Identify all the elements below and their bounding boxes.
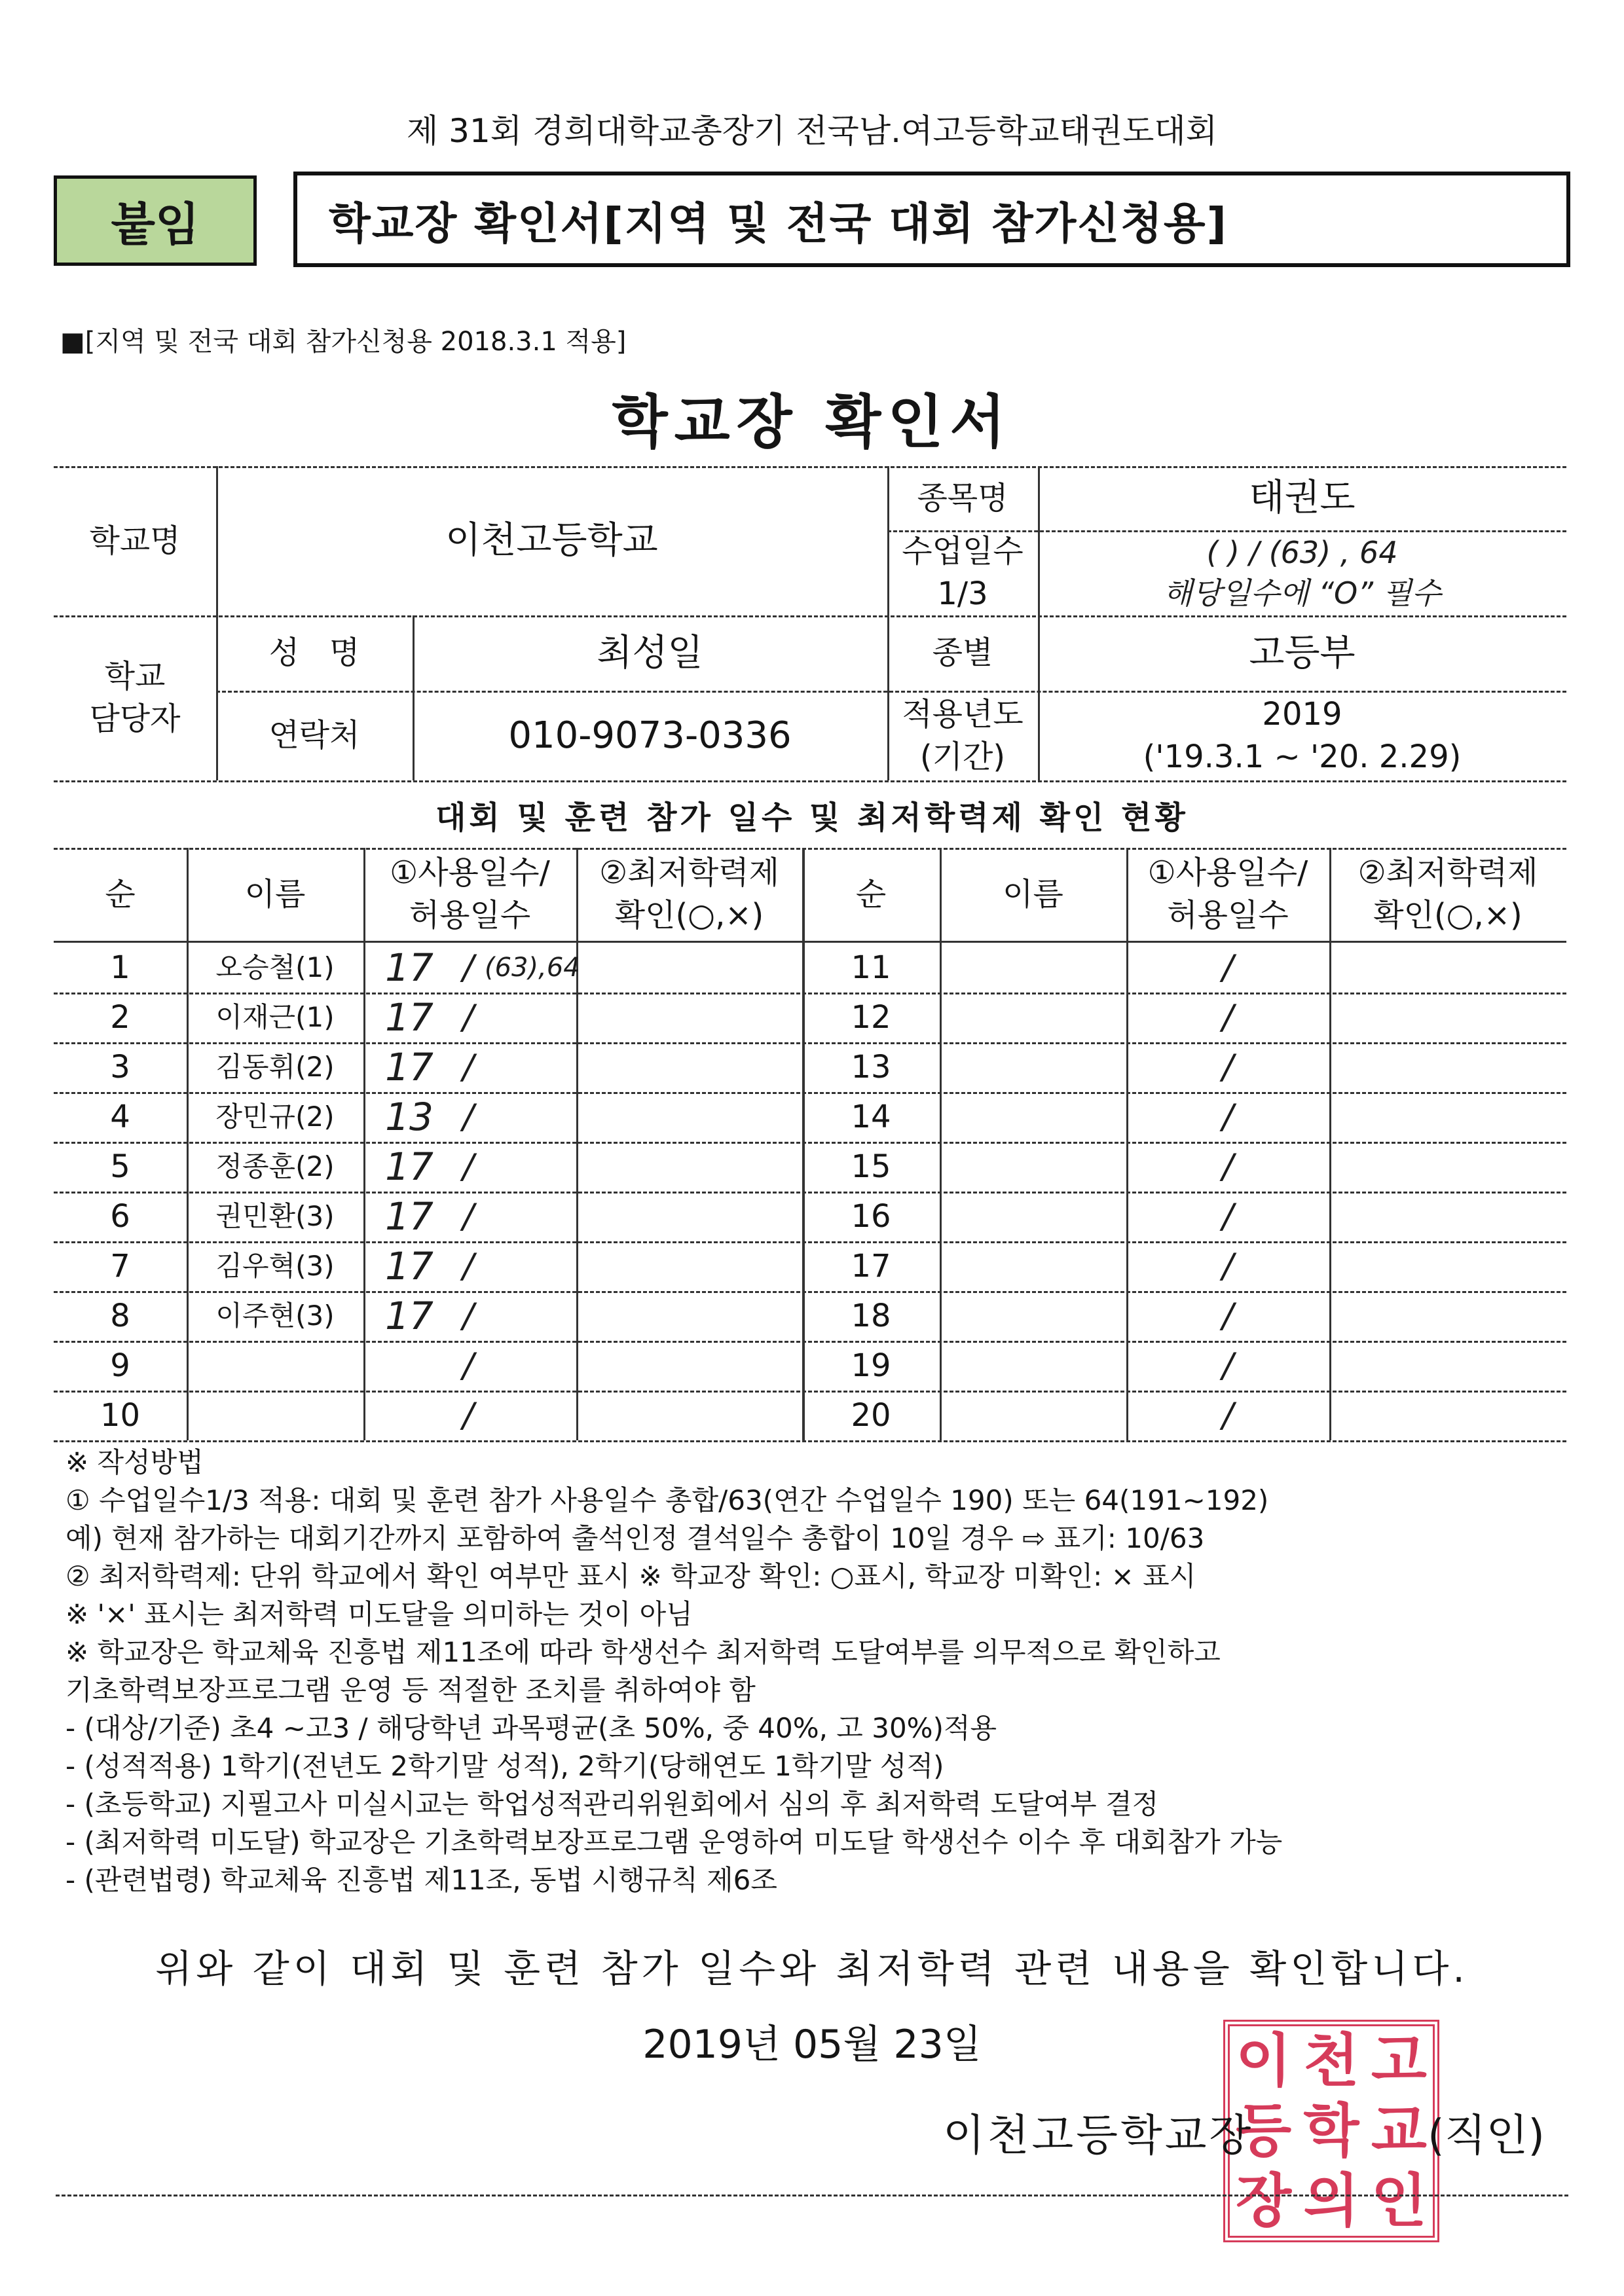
row-number: 7 xyxy=(110,1247,130,1285)
row-number: 8 xyxy=(110,1297,130,1334)
event-title: 제 31회 경희대학교총장기 전국남.여고등학교태권도대회 xyxy=(406,112,1218,150)
document-title: 학교장 확인서[지역 및 전국 대회 참가신청용] xyxy=(293,172,1570,267)
year-value xyxy=(1038,691,1566,780)
used-days: 17 xyxy=(385,1293,434,1338)
academic-check xyxy=(576,1241,802,1291)
confirmation-text: 위와 같이 대회 및 훈련 참가 일수와 최저학력 관련 내용을 확인합니다. xyxy=(155,1946,1469,1991)
used-days xyxy=(373,1391,445,1440)
days-slash: / xyxy=(1222,1345,1234,1385)
row-number: 17 xyxy=(851,1247,891,1285)
name-label: 성 명 xyxy=(268,634,360,672)
used-days: 17 xyxy=(385,994,434,1040)
row-number: 20 xyxy=(851,1396,891,1434)
days-label-line1: 수업일수 xyxy=(902,533,1024,570)
days-slash: / xyxy=(1222,1097,1234,1137)
student-name: 김우혁(3) xyxy=(215,1249,335,1282)
days-slash: / xyxy=(462,1196,474,1236)
days-slash: / xyxy=(462,1345,474,1385)
header-academic-line1: ②최저학력제 xyxy=(599,854,779,892)
days-slash: / xyxy=(462,1246,474,1286)
note-line: ※ 학교장은 학교체육 진흥법 제11조에 따라 학생선수 최저학력 도달여부를 의무적으로 확인하고 xyxy=(65,1636,1221,1668)
manager-label xyxy=(54,615,216,780)
used-days: 17 xyxy=(385,1243,434,1288)
days-slash: / xyxy=(462,1097,474,1137)
year-label-line2: (기간) xyxy=(919,738,1006,775)
days-label xyxy=(887,530,1038,615)
allowed-days xyxy=(485,1092,576,1142)
days-slash: / xyxy=(1222,1246,1234,1286)
row-number: 10 xyxy=(100,1396,141,1434)
student-name: 정종훈(2) xyxy=(215,1150,335,1182)
academic-check xyxy=(576,1142,802,1192)
header-days xyxy=(1126,848,1329,941)
row-number: 14 xyxy=(851,1098,891,1135)
seal-char: 이 xyxy=(1236,2027,1292,2095)
seal-char: 인 xyxy=(1371,2166,1427,2234)
manager-label-line2: 담당자 xyxy=(89,701,181,737)
row-number: 11 xyxy=(851,949,891,986)
seal-char: 고 xyxy=(1371,2027,1427,2095)
row-number: 18 xyxy=(851,1297,891,1334)
student-name: 오승철(1) xyxy=(215,951,335,983)
days-label-line2: 1/3 xyxy=(937,575,988,612)
header-days-line1: ①사용일수/ xyxy=(1147,854,1308,892)
row-number: 13 xyxy=(851,1048,891,1085)
header-days-line2: 허용일수 xyxy=(1167,897,1289,934)
student-name: 이주현(3) xyxy=(215,1299,335,1332)
seal-char: 교 xyxy=(1371,2096,1427,2164)
official-seal xyxy=(1223,2020,1439,2242)
note-line: 예) 현재 참가하는 대회기간까지 포함하여 출석인정 결석일수 총합이 10일 경우 ⇨ 표기: 10/63 xyxy=(65,1522,1205,1554)
used-days: 17 xyxy=(385,1044,434,1089)
note-line: - (관련법령) 학교체육 진흥법 제11조, 동법 시행규칙 제6조 xyxy=(65,1864,777,1896)
header-academic-line1: ②최저학력제 xyxy=(1357,854,1538,892)
note-line: ※ 작성방법 xyxy=(65,1446,204,1478)
days-slash: / xyxy=(462,997,474,1037)
academic-check xyxy=(576,1092,802,1142)
header-name: 이름 xyxy=(1003,875,1063,913)
row-number: 2 xyxy=(110,998,130,1036)
used-days: 13 xyxy=(385,1094,434,1139)
days-slash: / xyxy=(462,1296,474,1336)
academic-check xyxy=(576,1192,802,1241)
days-value-text: ( ) / (63) , 64 xyxy=(1206,534,1398,570)
table-rule xyxy=(54,1440,1566,1442)
form-note: ■[지역 및 전국 대회 참가신청용 2018.3.1 적용] xyxy=(60,327,627,357)
info-rule xyxy=(54,780,1566,782)
student-name xyxy=(187,1341,363,1391)
student-name xyxy=(187,1391,363,1440)
contact-label: 연락처 xyxy=(268,717,360,754)
student-name: 김동휘(2) xyxy=(215,1050,335,1083)
contact-value: 010-9073-0336 xyxy=(508,714,792,757)
student-name: 이재근(1) xyxy=(215,1000,335,1033)
seal-char: 의 xyxy=(1303,2166,1359,2234)
allowed-days: (63),64 xyxy=(485,953,580,983)
header-academic xyxy=(1329,848,1566,941)
bottom-rule xyxy=(56,2195,1568,2196)
sport-value: 태권도 xyxy=(1249,477,1356,520)
header-academic-line2: 확인(○,×) xyxy=(1373,897,1522,934)
header-no: 순 xyxy=(105,875,136,913)
academic-check xyxy=(576,1291,802,1341)
days-slash: / xyxy=(1222,1296,1234,1336)
row-number: 3 xyxy=(110,1048,130,1085)
days-slash: / xyxy=(1222,997,1234,1037)
note-line: ① 수업일수1/3 적용: 대회 및 훈련 참가 사용일수 총합/63(연간 수업일수 190) 또는 64(191~192) xyxy=(65,1484,1269,1516)
allowed-days xyxy=(485,1042,576,1092)
row-number: 19 xyxy=(851,1347,891,1384)
academic-check xyxy=(576,1341,802,1391)
header-days xyxy=(363,848,576,941)
row-number: 15 xyxy=(851,1148,891,1185)
seal-note: (직인) xyxy=(1428,2110,1545,2160)
days-slash: / xyxy=(462,1047,474,1087)
days-slash: / xyxy=(462,1395,474,1435)
academic-check xyxy=(576,943,802,993)
allowed-days xyxy=(485,1291,576,1341)
row-number: 4 xyxy=(110,1098,130,1135)
note-line: - (대상/기준) 초4 ~고3 / 해당학년 과목평균(초 50%, 중 40%, 고 30%)적용 xyxy=(65,1712,997,1744)
student-name: 권민환(3) xyxy=(215,1199,335,1232)
days-slash: / xyxy=(462,947,474,987)
used-days: 17 xyxy=(385,1194,434,1239)
header-days-line1: ①사용일수/ xyxy=(390,854,550,892)
note-line: 기초학력보장프로그램 운영 등 적절한 조치를 취하여야 함 xyxy=(65,1674,756,1706)
days-slash: / xyxy=(1222,1146,1234,1186)
year-period: ('19.3.1 ~ '20. 2.29) xyxy=(1143,738,1462,775)
row-number: 12 xyxy=(851,998,891,1036)
header-academic xyxy=(576,848,802,941)
allowed-days xyxy=(485,1241,576,1291)
row-number: 9 xyxy=(110,1347,130,1384)
principal-name: 이천고등학교장 xyxy=(943,2110,1254,2160)
academic-check xyxy=(576,993,802,1042)
issue-date: 2019년 05월 23일 xyxy=(642,2022,982,2068)
seal-char: 등 xyxy=(1236,2096,1292,2164)
section-heading: 대회 및 훈련 참가 일수 및 최저학력제 확인 현황 xyxy=(435,799,1189,836)
allowed-days xyxy=(485,1391,576,1440)
days-slash: / xyxy=(1222,947,1234,987)
school-label: 학교명 xyxy=(89,522,181,559)
row-number: 1 xyxy=(110,949,130,986)
academic-check xyxy=(576,1391,802,1440)
row-number: 16 xyxy=(851,1197,891,1235)
row-number: 5 xyxy=(110,1148,130,1185)
year-value-text: 2019 xyxy=(1262,695,1342,733)
header-academic-line2: 확인(○,×) xyxy=(614,897,764,934)
writing-guide xyxy=(65,1444,1585,1899)
category-label: 종별 xyxy=(932,634,993,672)
header-no: 순 xyxy=(855,875,887,913)
year-label-line1: 적용년도 xyxy=(902,695,1024,733)
seal-char: 장 xyxy=(1236,2166,1292,2234)
days-slash: / xyxy=(1222,1047,1234,1087)
row-number: 6 xyxy=(110,1197,130,1235)
seal-char: 천 xyxy=(1303,2027,1359,2095)
days-slash: / xyxy=(1222,1395,1234,1435)
main-title: 학교장 확인서 xyxy=(612,388,1012,456)
student-name: 장민규(2) xyxy=(215,1100,335,1133)
used-days: 17 xyxy=(385,945,434,990)
school-name: 이천고등학교 xyxy=(445,519,658,562)
academic-check xyxy=(576,1042,802,1092)
header-days-line2: 허용일수 xyxy=(409,897,531,934)
note-line: - (성적적용) 1학기(전년도 2학기말 성적), 2학기(당해연도 1학기말 성적) xyxy=(65,1750,944,1782)
allowed-days xyxy=(485,993,576,1042)
seal-char: 학 xyxy=(1303,2096,1359,2164)
allowed-days xyxy=(485,1192,576,1241)
note-line: ② 최저학력제: 단위 학교에서 확인 여부만 표시 ※ 학교장 확인: ○표시, 학교장 미확인: × 표시 xyxy=(65,1560,1196,1592)
manager-label-line1: 학교 xyxy=(104,658,166,695)
sport-label: 종목명 xyxy=(917,479,1008,517)
note-line: ※ '×' 표시는 최저학력 미도달을 의미하는 것이 아님 xyxy=(65,1598,693,1630)
allowed-days xyxy=(485,1142,576,1192)
note-line: - (최저학력 미도달) 학교장은 기초학력보장프로그램 운영하여 미도달 학생선수 이수 후 대회참가 가능 xyxy=(65,1826,1283,1858)
used-days: 17 xyxy=(385,1144,434,1189)
year-label xyxy=(887,691,1038,780)
manager-name: 최성일 xyxy=(597,631,703,674)
category-value: 고등부 xyxy=(1249,631,1356,674)
days-slash: / xyxy=(462,1146,474,1186)
header-name: 이름 xyxy=(244,875,306,913)
note-line: - (초등학교) 지필고사 미실시교는 학업성적관리위원회에서 심의 후 최저학력 도달여부 결정 xyxy=(65,1788,1159,1820)
days-value xyxy=(1038,530,1566,615)
attachment-label: 붙임 xyxy=(54,175,257,266)
allowed-days xyxy=(485,1341,576,1391)
days-note: 해당일수에 “O” 필수 xyxy=(1163,575,1441,611)
days-slash: / xyxy=(1222,1196,1234,1236)
used-days xyxy=(373,1341,445,1391)
